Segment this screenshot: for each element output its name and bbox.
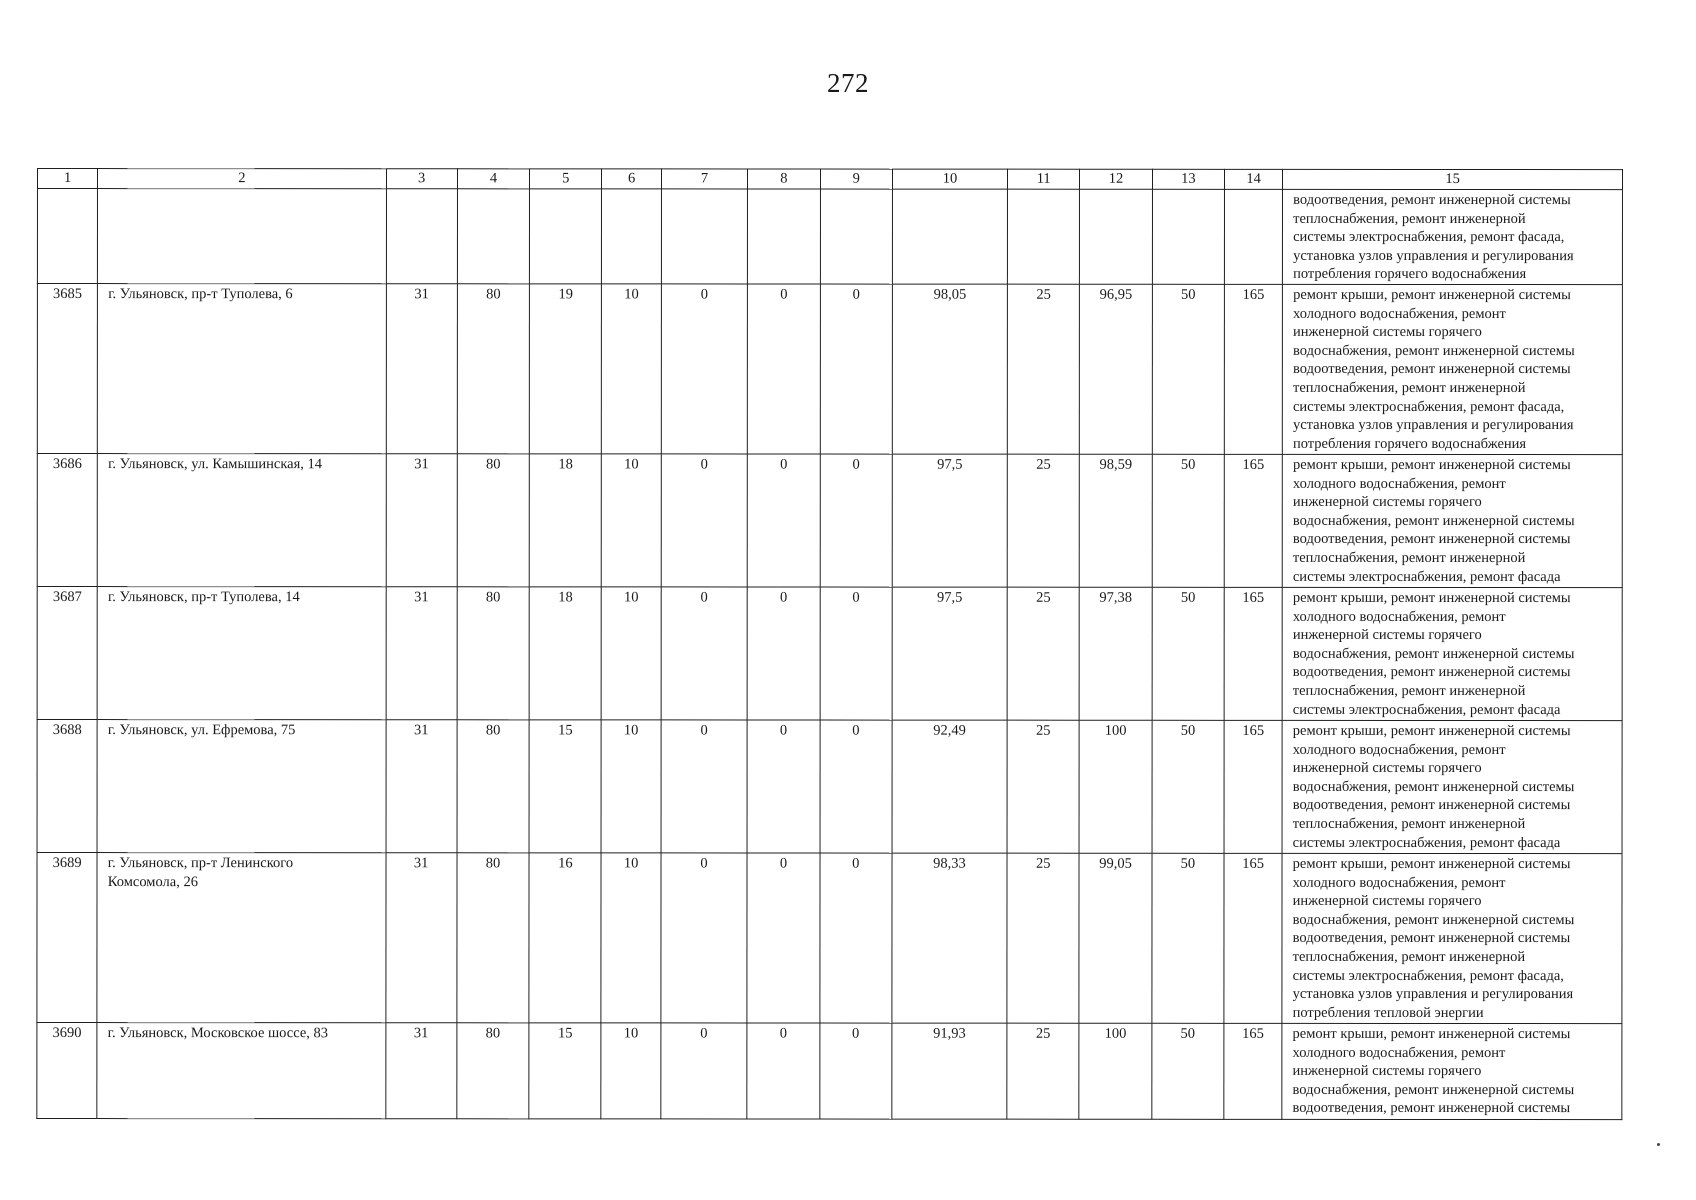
scan-speck <box>1657 1143 1660 1146</box>
cell-col9: 0 <box>819 1023 891 1119</box>
cell-address <box>98 189 386 284</box>
column-header: 15 <box>1283 169 1623 189</box>
column-header: 4 <box>457 169 529 189</box>
cell-id: 3690 <box>37 1022 97 1118</box>
cell-col12: 97,38 <box>1079 587 1151 720</box>
cell-col11: 25 <box>1007 1023 1079 1119</box>
cell-col14: 165 <box>1224 853 1282 1023</box>
cell-col7 <box>661 189 748 284</box>
cell-address: г. Ульяновск, Московское шоссе, 83 <box>97 1023 385 1119</box>
cell-col11 <box>1007 189 1079 284</box>
page-number: 272 <box>827 68 869 98</box>
table-row <box>37 453 1622 587</box>
cell-col11: 25 <box>1007 853 1079 1023</box>
column-number-row <box>37 169 1622 190</box>
table-row <box>37 586 1622 720</box>
cell-id: 3689 <box>37 852 97 1022</box>
cell-col7: 0 <box>661 587 748 720</box>
cell-col4: 80 <box>457 587 529 720</box>
cell-col3: 31 <box>386 587 457 720</box>
cell-col8 <box>748 189 820 284</box>
column-header: 7 <box>661 169 748 189</box>
cell-col3: 31 <box>386 454 457 587</box>
cell-col3: 31 <box>385 853 456 1023</box>
cell-col5: 19 <box>529 284 601 454</box>
cell-col9: 0 <box>820 853 892 1023</box>
cell-col9: 0 <box>820 720 892 853</box>
column-header: 3 <box>386 169 457 189</box>
cell-col4 <box>457 189 529 284</box>
column-header: 14 <box>1225 169 1283 189</box>
cell-works: ремонт крыши, ремонт инженерной системы холодного водоснабжения, ремонт инженерной системы горячего водоснабжения, ремонт инженерной системы водоотведения, ремонт инженерной системы <box>1282 1023 1622 1119</box>
cell-works: ремонт крыши, ремонт инженерной системы холодного водоснабжения, ремонт инженерной системы горячего водоснабжения, ремонт инженерной системы водоотведения, ремонт инженерной системы теплоснабжения, ремонт инженерной системы электроснабжения, ремонт фасада <box>1282 587 1622 720</box>
cell-col3: 31 <box>386 284 457 454</box>
cell-col4: 80 <box>457 853 529 1023</box>
cell-col4: 80 <box>457 720 529 853</box>
cell-col14: 165 <box>1224 587 1282 720</box>
cell-col3: 31 <box>385 1023 456 1119</box>
column-header: 5 <box>530 169 602 189</box>
cell-col11: 25 <box>1007 284 1079 454</box>
column-header: 11 <box>1008 169 1080 189</box>
cell-col10: 97,5 <box>892 454 1007 587</box>
cell-col5: 18 <box>529 454 601 587</box>
cell-col13: 50 <box>1152 454 1224 587</box>
cell-address: г. Ульяновск, ул. Ефремова, 75 <box>97 720 385 853</box>
cell-works: ремонт крыши, ремонт инженерной системы холодного водоснабжения, ремонт инженерной системы горячего водоснабжения, ремонт инженерной системы водоотведения, ремонт инженерной системы теплоснабжения, ремонт инженерной системы электроснабжения, ремонт фасада, установка узлов управления и регулирования потребления тепловой энергии <box>1282 853 1622 1023</box>
cell-works: ремонт крыши, ремонт инженерной системы холодного водоснабжения, ремонт инженерной системы горячего водоснабжения, ремонт инженерной системы водоотведения, ремонт инженерной системы теплоснабжения, ремонт инженерной системы электроснабжения, ремонт фасада <box>1282 454 1622 587</box>
cell-col5: 16 <box>529 853 601 1023</box>
cell-address: г. Ульяновск, пр-т Ленинского Комсомола, 26 <box>97 853 385 1023</box>
cell-col12: 99,05 <box>1079 853 1151 1023</box>
column-header: 2 <box>98 169 386 189</box>
cell-col13: 50 <box>1152 1023 1224 1119</box>
cell-col6 <box>602 189 661 284</box>
cell-col8: 0 <box>747 853 819 1023</box>
column-header: 9 <box>820 169 892 189</box>
cell-col12 <box>1080 189 1152 284</box>
cell-col13: 50 <box>1152 587 1224 720</box>
cell-col6: 10 <box>602 720 661 853</box>
cell-col6: 10 <box>601 853 660 1023</box>
table-row <box>37 719 1622 853</box>
cell-col5: 18 <box>529 587 601 720</box>
cell-col8: 0 <box>747 720 819 853</box>
cell-col9: 0 <box>820 587 892 720</box>
cell-col6: 10 <box>601 1023 660 1119</box>
table-row <box>37 1022 1622 1119</box>
cell-col11: 25 <box>1007 587 1079 720</box>
cell-col5: 15 <box>529 720 601 853</box>
cell-col7: 0 <box>661 853 748 1023</box>
cell-col4: 80 <box>457 284 529 454</box>
table-row <box>37 852 1622 1023</box>
table-row-continuation <box>37 189 1622 285</box>
cell-col12: 98,59 <box>1080 454 1152 587</box>
cell-address: г. Ульяновск, ул. Камышинская, 14 <box>97 454 385 587</box>
cell-col6: 10 <box>602 587 661 720</box>
cell-address: г. Ульяновск, пр-т Туполева, 6 <box>98 284 386 454</box>
cell-col14: 165 <box>1224 1023 1282 1119</box>
column-header: 6 <box>602 169 661 189</box>
cell-col11: 25 <box>1007 720 1079 853</box>
cell-id <box>37 189 97 284</box>
cell-id: 3688 <box>37 719 97 852</box>
cell-col12: 96,95 <box>1080 284 1152 454</box>
cell-col9: 0 <box>820 454 892 587</box>
column-header: 12 <box>1080 169 1152 189</box>
cell-col14: 165 <box>1224 454 1282 587</box>
cell-col10 <box>892 189 1007 284</box>
cell-col7: 0 <box>661 720 748 853</box>
cell-col11: 25 <box>1007 454 1079 587</box>
cell-col13: 50 <box>1152 720 1224 853</box>
cell-col8: 0 <box>747 454 819 587</box>
cell-works: водоотведения, ремонт инженерной системы теплоснабжения, ремонт инженерной системы электроснабжения, ремонт фасада, установка узлов управления и регулирования потребления горячего водоснабжения <box>1283 189 1623 284</box>
cell-col14 <box>1224 189 1282 284</box>
column-header: 1 <box>37 169 97 189</box>
cell-col6: 10 <box>602 284 661 454</box>
cell-col8: 0 <box>747 587 819 720</box>
cell-col4: 80 <box>457 454 529 587</box>
cell-col8: 0 <box>748 284 820 454</box>
cell-works: ремонт крыши, ремонт инженерной системы холодного водоснабжения, ремонт инженерной системы горячего водоснабжения, ремонт инженерной системы водоотведения, ремонт инженерной системы теплоснабжения, ремонт инженерной системы электроснабжения, ремонт фасада <box>1282 720 1622 853</box>
table-row <box>37 283 1622 454</box>
cell-col14: 165 <box>1224 720 1282 853</box>
column-header: 8 <box>748 169 820 189</box>
cell-col5: 15 <box>529 1023 601 1119</box>
column-header: 13 <box>1152 169 1224 189</box>
cell-col13: 50 <box>1152 284 1224 454</box>
cell-id: 3687 <box>37 586 97 719</box>
cell-col13 <box>1152 189 1224 284</box>
cell-col7: 0 <box>661 454 748 587</box>
cell-id: 3686 <box>37 453 97 586</box>
cell-col10: 98,05 <box>892 284 1007 454</box>
cell-col10: 98,33 <box>892 853 1007 1023</box>
cell-works: ремонт крыши, ремонт инженерной системы холодного водоснабжения, ремонт инженерной системы горячего водоснабжения, ремонт инженерной системы водоотведения, ремонт инженерной системы теплоснабжения, ремонт инженерной системы электроснабжения, ремонт фасада, установка узлов управления и регулирования потребления горячего водоснабжения <box>1282 284 1622 454</box>
cell-col9: 0 <box>820 284 892 454</box>
cell-col7: 0 <box>661 284 748 454</box>
repair-register-table <box>36 168 1623 1120</box>
cell-col4: 80 <box>457 1023 529 1119</box>
cell-col7: 0 <box>661 1023 748 1119</box>
cell-col8: 0 <box>747 1023 819 1119</box>
cell-col14: 165 <box>1224 284 1282 454</box>
cell-col3 <box>386 189 457 284</box>
column-header: 10 <box>892 169 1007 189</box>
cell-col10: 92,49 <box>892 720 1007 853</box>
cell-col12: 100 <box>1079 720 1151 853</box>
cell-col5 <box>530 189 602 284</box>
cell-col6: 10 <box>602 454 661 587</box>
cell-id: 3685 <box>37 283 97 453</box>
cell-address: г. Ульяновск, пр-т Туполева, 14 <box>97 587 385 720</box>
cell-col13: 50 <box>1152 853 1224 1023</box>
cell-col9 <box>820 189 892 284</box>
cell-col12: 100 <box>1079 1023 1151 1119</box>
cell-col3: 31 <box>386 720 457 853</box>
cell-col10: 97,5 <box>892 587 1007 720</box>
cell-col10: 91,93 <box>892 1023 1007 1119</box>
